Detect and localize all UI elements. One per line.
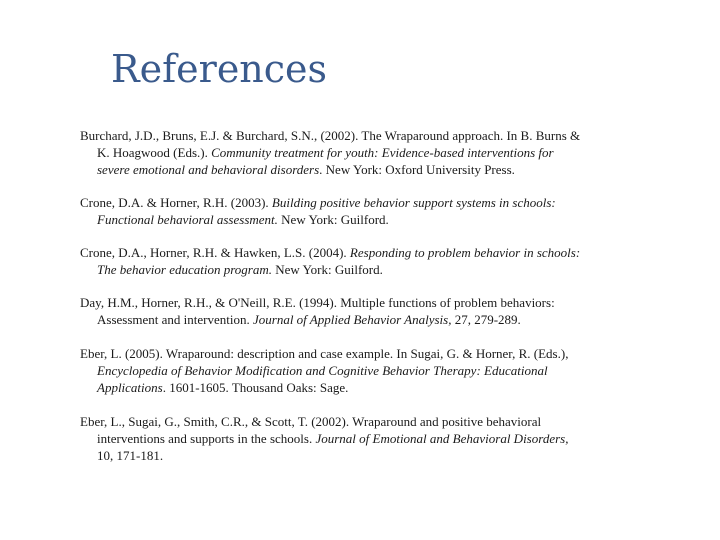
- reference-line: [80, 294, 640, 311]
- reference-italic-text: Journal of Applied Behavior Analysis,: [252, 312, 452, 327]
- reference-line: [80, 447, 640, 464]
- reference-line: [80, 379, 640, 396]
- reference-text: Eber, L. (2005). Wraparound: description and case example. In Sugai, G. & Horner, R. (Eds.),: [80, 346, 569, 361]
- reference-italic-text: Responding to problem behavior in schools:: [349, 245, 581, 260]
- reference-line: [80, 261, 640, 278]
- reference-text: New York: Guilford.: [277, 212, 389, 227]
- reference-italic-text: Building positive behavior support systems in schools:: [271, 195, 556, 210]
- reference-italic-text: Applications: [97, 380, 163, 395]
- reference-entry: [80, 244, 640, 278]
- reference-text: Day, H.M., Horner, R.H., & O'Neill, R.E. (1994). Multiple functions of problem behaviors:: [80, 295, 555, 310]
- reference-line: [80, 413, 640, 430]
- reference-entry: [80, 294, 640, 328]
- reference-list: [80, 127, 640, 480]
- reference-text: . New York: Oxford University Press.: [319, 162, 515, 177]
- reference-italic-text: Encyclopedia of Behavior Modification and Cognitive Behavior Therapy: Educational: [97, 363, 548, 378]
- reference-line: [80, 127, 640, 144]
- reference-italic-text: severe emotional and behavioral disorders: [97, 162, 320, 177]
- reference-text: Crone, D.A., Horner, R.H. & Hawken, L.S. (2004).: [80, 245, 350, 260]
- reference-line: [80, 345, 640, 362]
- reference-line: [80, 161, 640, 178]
- reference-italic-text: The behavior education program.: [97, 262, 272, 277]
- reference-text: Eber, L., Sugai, G., Smith, C.R., & Scott, T. (2002). Wraparound and positive behavioral: [80, 414, 542, 429]
- reference-line: [80, 311, 640, 328]
- reference-line: [80, 211, 640, 228]
- reference-line: [80, 244, 640, 261]
- reference-italic-text: Community treatment for youth: Evidence-based interventions for: [211, 145, 554, 160]
- reference-line: [80, 194, 640, 211]
- reference-line: [80, 144, 640, 161]
- reference-line: [80, 430, 640, 447]
- reference-entry: [80, 194, 640, 228]
- reference-entry: [80, 413, 640, 464]
- reference-text: K. Hoagwood (Eds.).: [97, 145, 212, 160]
- reference-line: [80, 362, 640, 379]
- reference-text: New York: Guilford.: [272, 262, 383, 277]
- reference-text: interventions and supports in the schools.: [97, 431, 316, 446]
- reference-text: Crone, D.A. & Horner, R.H. (2003).: [80, 195, 272, 210]
- reference-italic-text: Journal of Emotional and Behavioral Disorders,: [315, 431, 569, 446]
- reference-text: Burchard, J.D., Bruns, E.J. & Burchard, S.N., (2002). The Wraparound approach. In B. Burns &: [80, 128, 581, 143]
- reference-text: 27, 279-289.: [451, 312, 521, 327]
- page-title: References: [111, 47, 328, 91]
- reference-entry: [80, 127, 640, 178]
- reference-text: . 1601-1605. Thousand Oaks: Sage.: [162, 380, 349, 395]
- reference-text: Assessment and intervention.: [97, 312, 253, 327]
- reference-entry: [80, 345, 640, 396]
- reference-italic-text: Functional behavioral assessment.: [97, 212, 278, 227]
- reference-text: 10, 171-181.: [97, 448, 164, 463]
